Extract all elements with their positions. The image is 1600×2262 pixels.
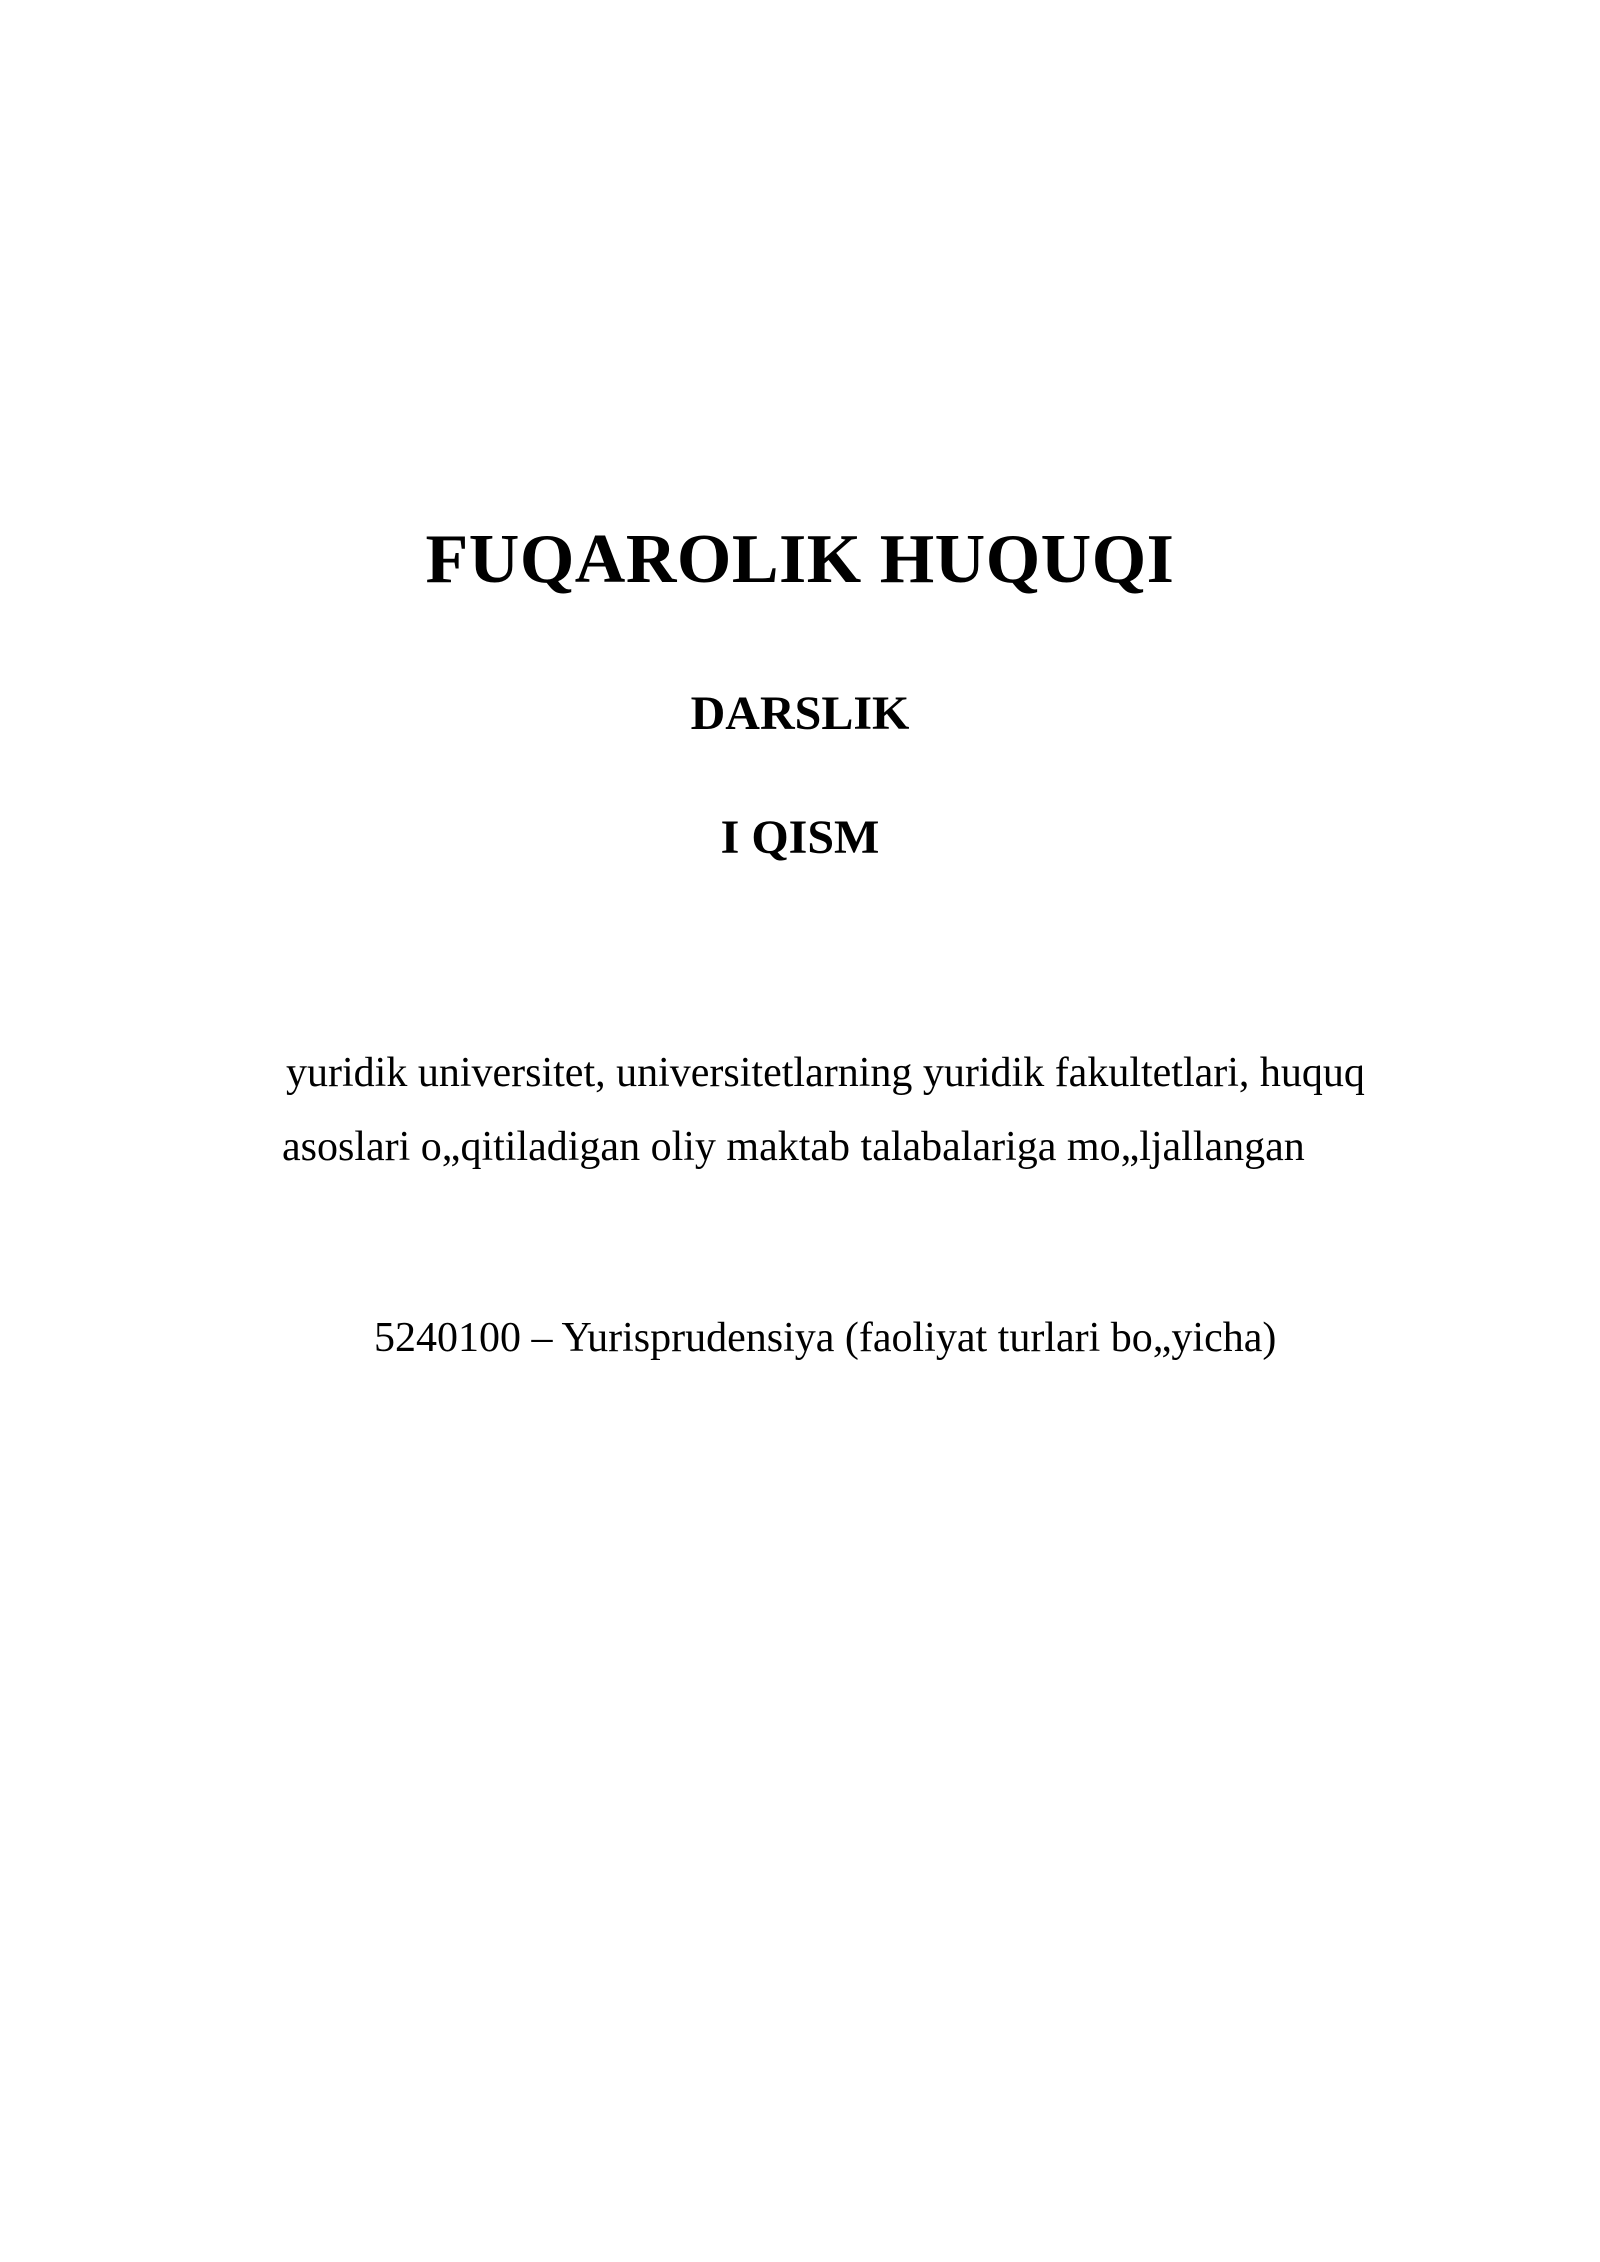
document-part: I QISM	[720, 811, 880, 864]
intended-audience	[282, 1036, 1365, 1184]
intended-audience-line-1: yuridik universitet, universitetlarning yuridik fakultetlari, huquq	[286, 1050, 1365, 1096]
document-type: DARSLIK	[690, 687, 910, 740]
intended-audience-line-2: asoslari o„qitiladigan oliy maktab talabalariga mo„ljallangan	[282, 1124, 1305, 1170]
document-title: FUQAROLIK HUQUQI	[425, 521, 1175, 598]
specialty-code: 5240100 – Yurisprudensiya (faoliyat turlari bo„yicha)	[374, 1315, 1277, 1361]
